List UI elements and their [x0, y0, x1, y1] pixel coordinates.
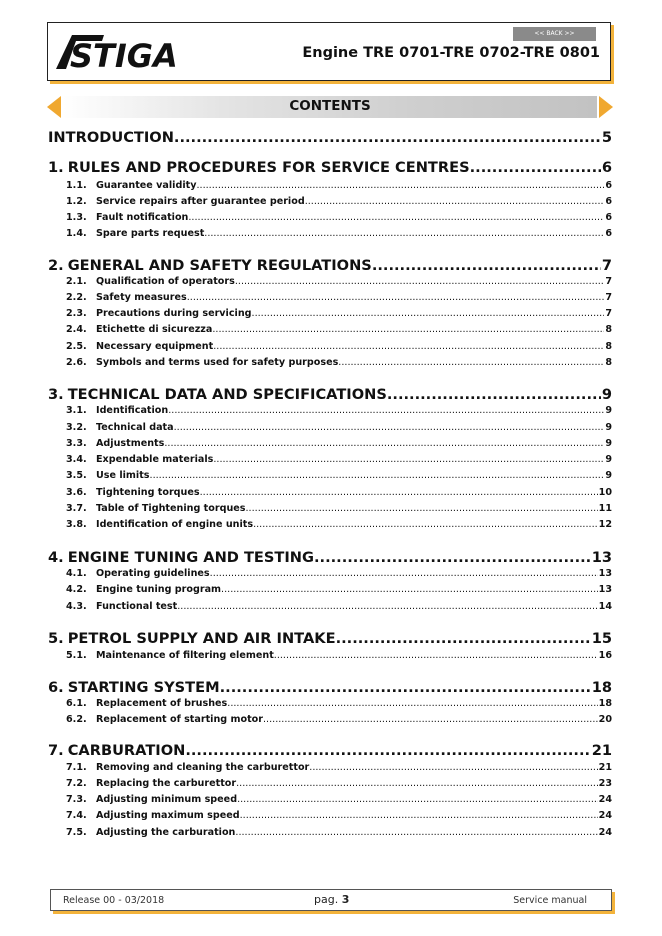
release-info: Release 00 - 03/2018	[63, 895, 165, 906]
toc-section-link[interactable]	[48, 825, 612, 838]
toc-label: Qualification of operators	[96, 276, 235, 287]
toc-page-number: 7	[605, 276, 612, 287]
toc-number: 2.4.	[66, 324, 87, 335]
toc-label: INTRODUCTION	[48, 129, 174, 146]
toc-leader-dots	[372, 257, 601, 274]
toc-page-number: 6	[601, 159, 612, 176]
toc-section-link[interactable]	[48, 452, 612, 465]
toc-page-number: 7	[601, 257, 612, 274]
toc-label: ENGINE TUNING AND TESTING	[67, 549, 314, 566]
toc-page-number: 13	[591, 549, 612, 566]
toc-number: 7.4.	[66, 810, 87, 821]
toc-page-number: 6	[605, 180, 612, 191]
toc-leader-dots	[253, 519, 598, 530]
toc-label: Use limits	[96, 470, 150, 481]
toc-label: Replacing the carburettor	[96, 778, 237, 789]
toc-section-link[interactable]	[48, 226, 612, 239]
toc-label: Guarantee validity	[96, 180, 197, 191]
toc-section-link[interactable]	[48, 792, 612, 805]
toc-leader-dots	[470, 159, 601, 176]
toc-leader-dots	[150, 470, 605, 481]
toc-section-link[interactable]	[48, 485, 612, 498]
toc-number: 3.6.	[66, 487, 87, 498]
toc-number: 2.3.	[66, 308, 87, 319]
toc-section-link[interactable]	[48, 403, 612, 416]
toc-section-link[interactable]	[48, 322, 612, 335]
toc-page-number: 5	[601, 129, 612, 146]
toc-chapter-link[interactable]	[48, 546, 612, 566]
toc-leader-dots	[210, 568, 598, 579]
toc-leader-dots	[305, 196, 605, 207]
toc-section-link[interactable]	[48, 648, 612, 661]
toc-number: 1.4.	[66, 228, 87, 239]
contents-bar	[47, 96, 613, 118]
toc-page-number: 8	[605, 357, 612, 368]
toc-leader-dots	[309, 762, 597, 773]
toc-leader-dots	[185, 742, 590, 759]
toc-page-number: 9	[605, 422, 612, 433]
toc-number: 4.	[48, 549, 64, 566]
toc-label: GENERAL AND SAFETY REGULATIONS	[67, 257, 372, 274]
toc-page-number: 6	[605, 212, 612, 223]
toc-label: Identification	[96, 405, 169, 416]
toc-section-link[interactable]	[48, 436, 612, 449]
toc-section-link[interactable]	[48, 274, 612, 287]
toc-page-number: 9	[605, 470, 612, 481]
toc-leader-dots	[240, 810, 598, 821]
toc-page-number: 21	[598, 762, 612, 773]
toc-page-number: 18	[598, 698, 612, 709]
toc-page-number: 18	[591, 679, 612, 696]
toc-label: PETROL SUPPLY AND AIR INTAKE	[67, 630, 336, 647]
toc-number: 3.8.	[66, 519, 87, 530]
toc-label: Replacement of starting motor	[96, 714, 263, 725]
toc-leader-dots	[227, 698, 597, 709]
toc-chapter-link[interactable]	[48, 126, 612, 146]
toc-leader-dots	[204, 228, 604, 239]
toc-chapter-link[interactable]	[48, 156, 612, 176]
toc-number: 5.1.	[66, 650, 87, 661]
toc-page-number: 9	[605, 454, 612, 465]
svg-text:STIGA: STIGA	[70, 37, 178, 69]
toc-page-number: 6	[605, 228, 612, 239]
toc-leader-dots	[164, 438, 604, 449]
toc-leader-dots	[221, 584, 598, 595]
toc-number: 1.3.	[66, 212, 87, 223]
toc-leader-dots	[213, 341, 604, 352]
toc-leader-dots	[246, 503, 598, 514]
page-number: pag. 3	[314, 893, 350, 906]
toc-chapter-link[interactable]	[48, 676, 612, 696]
toc-label: Etichette di sicurezza	[96, 324, 213, 335]
toc-page-number: 7	[605, 308, 612, 319]
toc-section-link[interactable]	[48, 566, 612, 579]
toc-chapter-link[interactable]	[48, 254, 612, 274]
toc-section-link[interactable]	[48, 420, 612, 433]
toc-number: 2.	[48, 257, 64, 274]
toc-label: STARTING SYSTEM	[67, 679, 220, 696]
toc-number: 2.2.	[66, 292, 87, 303]
toc-number: 3.	[48, 386, 64, 403]
toc-number: 3.5.	[66, 470, 87, 481]
toc-leader-dots	[338, 357, 604, 368]
document-header	[47, 22, 611, 81]
toc-section-link[interactable]	[48, 582, 612, 595]
toc-label: CARBURATION	[67, 742, 186, 759]
toc-page-number: 9	[605, 438, 612, 449]
toc-number: 6.	[48, 679, 64, 696]
toc-section-link[interactable]	[48, 599, 612, 612]
page-footer	[50, 889, 612, 911]
toc-number: 3.3.	[66, 438, 87, 449]
toc-number: 3.1.	[66, 405, 87, 416]
toc-label: Maintenance of filtering element	[96, 650, 274, 661]
toc-label: Technical data	[96, 422, 174, 433]
toc-leader-dots	[200, 487, 598, 498]
toc-label: Precautions during servicing	[96, 308, 252, 319]
toc-number: 3.7.	[66, 503, 87, 514]
toc-page-number: 8	[605, 341, 612, 352]
toc-label: Necessary equipment	[96, 341, 214, 352]
toc-leader-dots	[252, 308, 605, 319]
toc-number: 2.1.	[66, 276, 87, 287]
contents-title: CONTENTS	[289, 98, 371, 114]
next-page-arrow-icon[interactable]	[599, 96, 613, 118]
toc-leader-dots	[212, 324, 604, 335]
toc-section-link[interactable]	[48, 194, 612, 207]
toc-page-number: 21	[591, 742, 612, 759]
toc-leader-dots	[213, 454, 604, 465]
toc-number: 7.3.	[66, 794, 87, 805]
toc-label: Symbols and terms used for safety purposes	[96, 357, 339, 368]
toc-number: 1.2.	[66, 196, 87, 207]
toc-page-number: 9	[605, 405, 612, 416]
toc-section-link[interactable]	[48, 339, 612, 352]
stiga-logo	[56, 35, 204, 69]
toc-section-link[interactable]	[48, 178, 612, 191]
toc-number: 7.5.	[66, 827, 87, 838]
toc-chapter-link[interactable]	[48, 627, 612, 647]
toc-number: 3.2.	[66, 422, 87, 433]
toc-page-number: 12	[598, 519, 612, 530]
toc-section-link[interactable]	[48, 808, 612, 821]
toc-label: Safety measures	[96, 292, 187, 303]
toc-page-number: 24	[598, 810, 612, 821]
toc-section-link[interactable]	[48, 517, 612, 530]
toc-page-number: 15	[591, 630, 612, 647]
toc-label: Functional test	[96, 601, 178, 612]
toc-leader-dots	[168, 405, 604, 416]
toc-section-link[interactable]	[48, 501, 612, 514]
toc-page-number: 24	[598, 794, 612, 805]
toc-number: 2.6.	[66, 357, 87, 368]
toc-page-number: 10	[598, 487, 612, 498]
toc-label: Identification of engine units	[96, 519, 254, 530]
toc-number: 2.5.	[66, 341, 87, 352]
toc-section-link[interactable]	[48, 290, 612, 303]
toc-leader-dots	[236, 778, 598, 789]
toc-section-link[interactable]	[48, 712, 612, 725]
toc-page-number: 6	[605, 196, 612, 207]
toc-number: 7.	[48, 742, 64, 759]
toc-chapter-link[interactable]	[48, 383, 612, 403]
toc-number: 5.	[48, 630, 64, 647]
toc-section-link[interactable]	[48, 306, 612, 319]
toc-section-link[interactable]	[48, 210, 612, 223]
toc-leader-dots	[174, 129, 601, 146]
back-button[interactable]: << BACK >>	[513, 27, 596, 41]
toc-leader-dots	[188, 212, 604, 223]
toc-page-number: 13	[598, 584, 612, 595]
toc-number: 7.2.	[66, 778, 87, 789]
toc-number: 1.	[48, 159, 64, 176]
toc-leader-dots	[196, 180, 604, 191]
toc-page-number: 24	[598, 827, 612, 838]
toc-chapter-link[interactable]	[48, 739, 612, 759]
toc-section-link[interactable]	[48, 468, 612, 481]
toc-number: 4.3.	[66, 601, 87, 612]
toc-section-link[interactable]	[48, 696, 612, 709]
toc-section-link[interactable]	[48, 776, 612, 789]
toc-leader-dots	[263, 714, 598, 725]
toc-number: 4.2.	[66, 584, 87, 595]
toc-leader-dots	[274, 650, 598, 661]
toc-label: Fault notification	[96, 212, 189, 223]
toc-number: 6.1.	[66, 698, 87, 709]
toc-label: Adjusting the carburation	[96, 827, 236, 838]
toc-page-number: 16	[598, 650, 612, 661]
toc-label: Spare parts request	[96, 228, 205, 239]
toc-label: Adjusting minimum speed	[96, 794, 238, 805]
manual-type: Service manual	[513, 895, 587, 906]
toc-number: 4.1.	[66, 568, 87, 579]
toc-label: Adjusting maximum speed	[96, 810, 240, 821]
toc-page-number: 14	[598, 601, 612, 612]
toc-label: Operating guidelines	[96, 568, 210, 579]
toc-label: TECHNICAL DATA AND SPECIFICATIONS	[67, 386, 387, 403]
document-title: Engine TRE 0701-TRE 0702-TRE 0801	[302, 45, 600, 61]
toc-label: Table of Tightening torques	[96, 503, 246, 514]
toc-page-number: 13	[598, 568, 612, 579]
toc-section-link[interactable]	[48, 760, 612, 773]
toc-section-link[interactable]	[48, 355, 612, 368]
toc-leader-dots	[187, 292, 605, 303]
toc-leader-dots	[220, 679, 591, 696]
toc-leader-dots	[235, 827, 597, 838]
toc-label: Adjustments	[96, 438, 165, 449]
toc-label: Removing and cleaning the carburettor	[96, 762, 310, 773]
toc-page-number: 20	[598, 714, 612, 725]
toc-leader-dots	[237, 794, 598, 805]
toc-label: RULES AND PROCEDURES FOR SERVICE CENTRES	[67, 159, 470, 176]
toc-leader-dots	[336, 630, 591, 647]
toc-leader-dots	[314, 549, 591, 566]
toc-number: 1.1.	[66, 180, 87, 191]
toc-leader-dots	[177, 601, 597, 612]
toc-label: Expendable materials	[96, 454, 214, 465]
toc-page-number: 11	[598, 503, 612, 514]
toc-label: Tightening torques	[96, 487, 200, 498]
toc-label: Service repairs after guarantee period	[96, 196, 305, 207]
toc-leader-dots	[387, 386, 601, 403]
toc-label: Engine tuning program	[96, 584, 222, 595]
toc-page-number: 7	[605, 292, 612, 303]
toc-leader-dots	[235, 276, 604, 287]
toc-page-number: 9	[601, 386, 612, 403]
toc-number: 7.1.	[66, 762, 87, 773]
toc-number: 3.4.	[66, 454, 87, 465]
toc-leader-dots	[174, 422, 605, 433]
toc-label: Replacement of brushes	[96, 698, 228, 709]
toc-page-number: 23	[598, 778, 612, 789]
toc-number: 6.2.	[66, 714, 87, 725]
toc-page-number: 8	[605, 324, 612, 335]
